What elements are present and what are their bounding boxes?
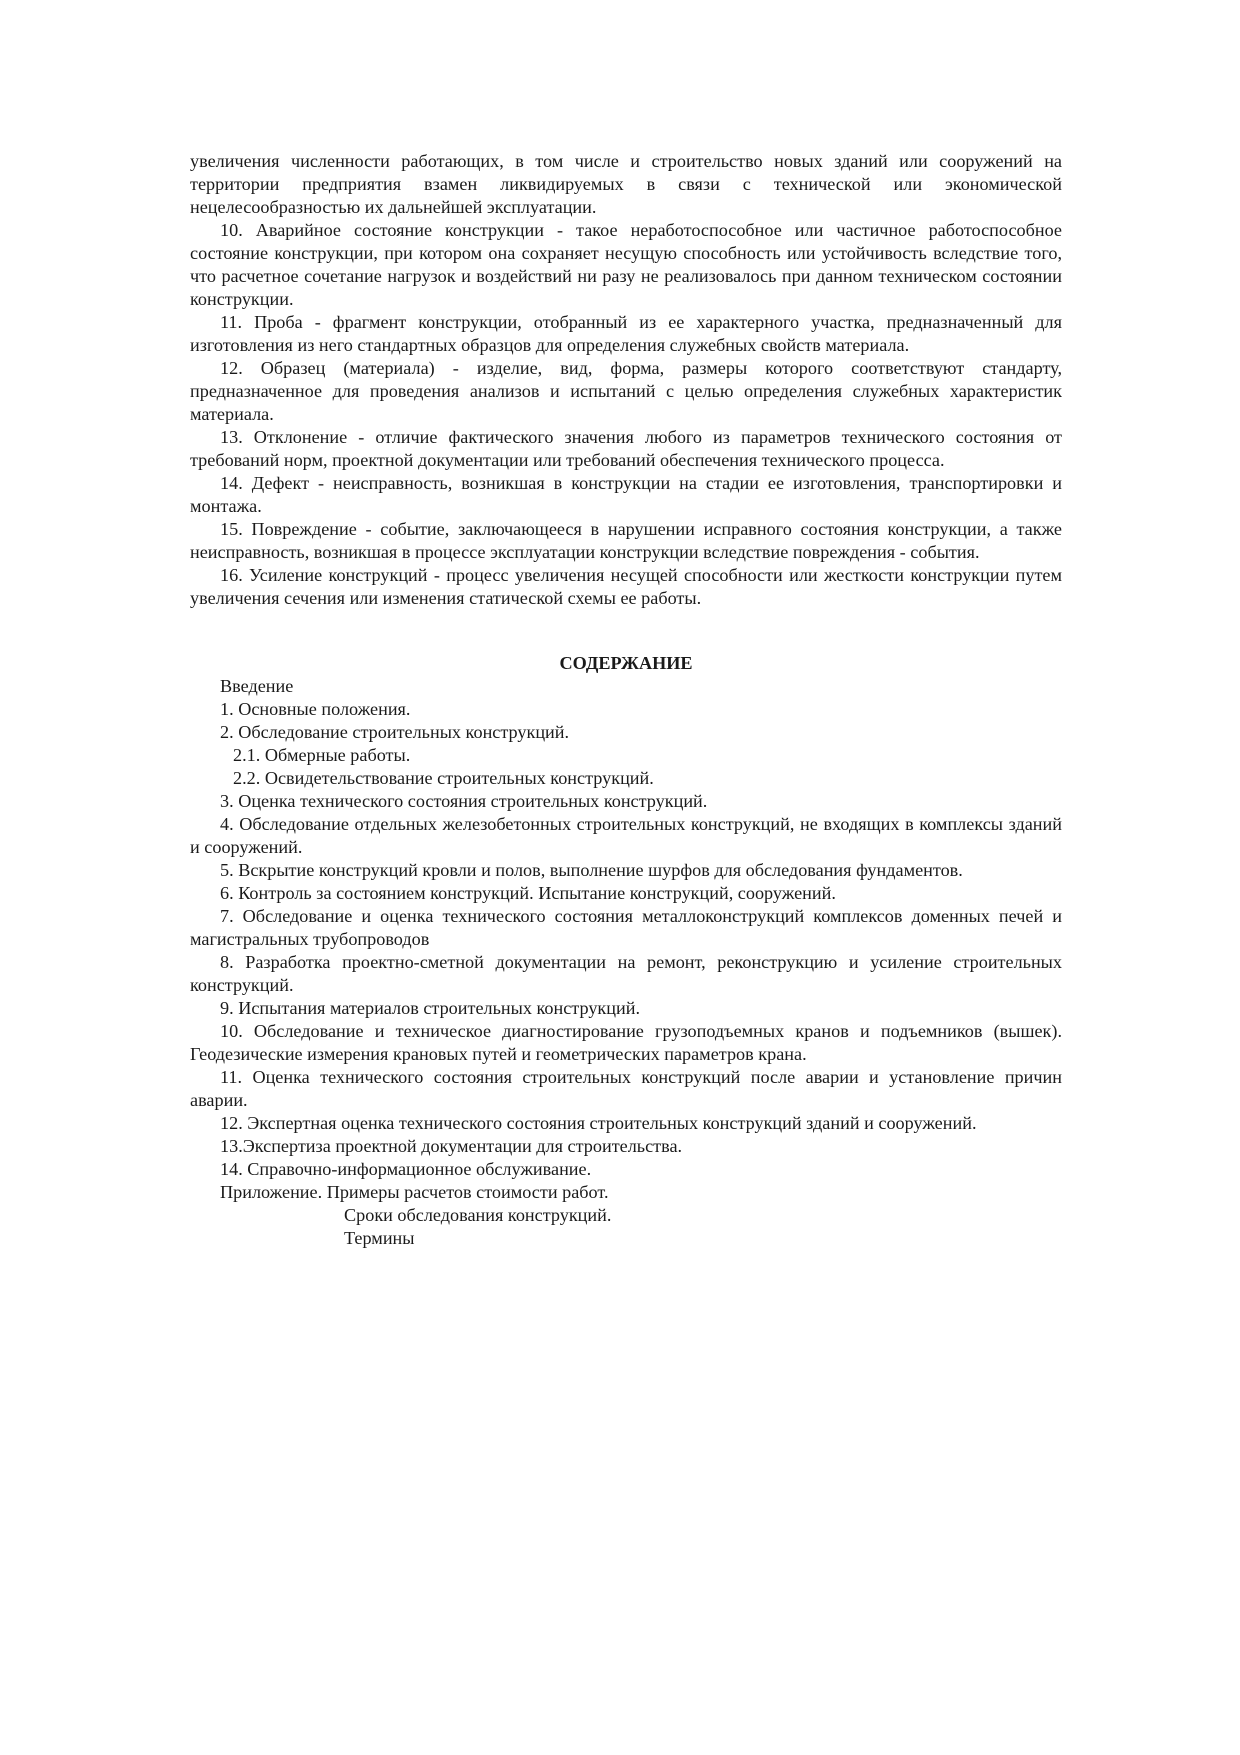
- term-paragraph-16: 16. Усиление конструкций - процесс увеличения несущей способности или жесткости конструкции путем увеличения сечения или изменения статической схемы ее работы.: [190, 565, 1062, 608]
- term-paragraph-14: 14. Дефект - неисправность, возникшая в конструкции на стадии ее изготовления, транспортировки и монтажа.: [190, 473, 1062, 516]
- term-paragraph-12: 12. Образец (материала) - изделие, вид, форма, размеры которого соответствуют стандарту, предназначенное для проведения анализов и испытаний с целью определения служебных характеристик материала.: [190, 358, 1062, 424]
- document-page: [190, 150, 1062, 1250]
- toc-item: 10. Обследование и техническое диагностирование грузоподъемных кранов и подъемников (вышек). Геодезические измерения крановых путей и геометрических параметров крана.: [190, 1021, 1062, 1064]
- toc-heading: СОДЕРЖАНИЕ: [559, 653, 693, 673]
- toc-item: 3. Оценка технического состояния строительных конструкций.: [220, 791, 708, 811]
- toc-appendix-subitem: Сроки обследования конструкций.: [344, 1205, 612, 1225]
- toc-item: 11. Оценка технического состояния строительных конструкций после аварии и установление причин аварии.: [190, 1067, 1062, 1110]
- term-paragraph-15: 15. Повреждение - событие, заключающееся в нарушении исправного состояния конструкции, а также неисправность, возникшая в процессе эксплуатации конструкции вследствие повреждения - события.: [190, 519, 1062, 562]
- toc-item: 12. Экспертная оценка технического состояния строительных конструкций зданий и сооружений.: [220, 1113, 977, 1133]
- toc-item: 5. Вскрытие конструкций кровли и полов, выполнение шурфов для обследования фундаментов.: [220, 860, 963, 880]
- term-paragraph-13: 13. Отклонение - отличие фактического значения любого из параметров технического состояния от требований норм, проектной документации или требований обеспечения технического процесса.: [190, 427, 1062, 470]
- toc-item: 13.Экспертиза проектной документации для строительства.: [220, 1136, 683, 1156]
- toc-item: 4. Обследование отдельных железобетонных строительных конструкций, не входящих в комплексы зданий и сооружений.: [190, 814, 1062, 857]
- toc-item: 8. Разработка проектно-сметной документации на ремонт, реконструкцию и усиление строительных конструкций.: [190, 952, 1062, 995]
- toc-item-appendix: Приложение. Примеры расчетов стоимости работ.: [220, 1182, 609, 1202]
- toc-appendix-subitem: Термины: [344, 1228, 415, 1248]
- toc-item: 9. Испытания материалов строительных конструкций.: [220, 998, 640, 1018]
- table-of-contents: [190, 675, 1062, 1250]
- term-paragraph-continued: увеличения численности работающих, в том числе и строительство новых зданий или сооружений на территории предприятия взамен ликвидируемых в связи с технической или экономической нецелесообразностью их дальнейшей эксплуатации.: [190, 151, 1062, 217]
- toc-subitem: 2.2. Освидетельствование строительных конструкций.: [233, 768, 654, 788]
- toc-item: 6. Контроль за состоянием конструкций. Испытание конструкций, сооружений.: [220, 883, 836, 903]
- toc-item: 2. Обследование строительных конструкций.: [220, 722, 570, 742]
- toc-item: 14. Справочно-информационное обслуживание.: [220, 1159, 592, 1179]
- toc-subitem: 2.1. Обмерные работы.: [233, 745, 411, 765]
- toc-item: 7. Обследование и оценка технического состояния металлоконструкций комплексов доменных печей и магистральных трубопроводов: [190, 906, 1062, 949]
- toc-item: Введение: [220, 676, 294, 696]
- term-paragraph-10: 10. Аварийное состояние конструкции - такое неработоспособное или частичное работоспособное состояние конструкции, при котором она сохраняет несущую способность или устойчивость вследствие того, что расчетное сочетание нагрузок и воздействий ни разу не реализовалось при данном техническом состоянии конструкции.: [190, 220, 1062, 309]
- term-paragraph-11: 11. Проба - фрагмент конструкции, отобранный из ее характерного участка, предназначенный для изготовления из него стандартных образцов для определения служебных свойств материала.: [190, 312, 1062, 355]
- toc-item: 1. Основные положения.: [220, 699, 411, 719]
